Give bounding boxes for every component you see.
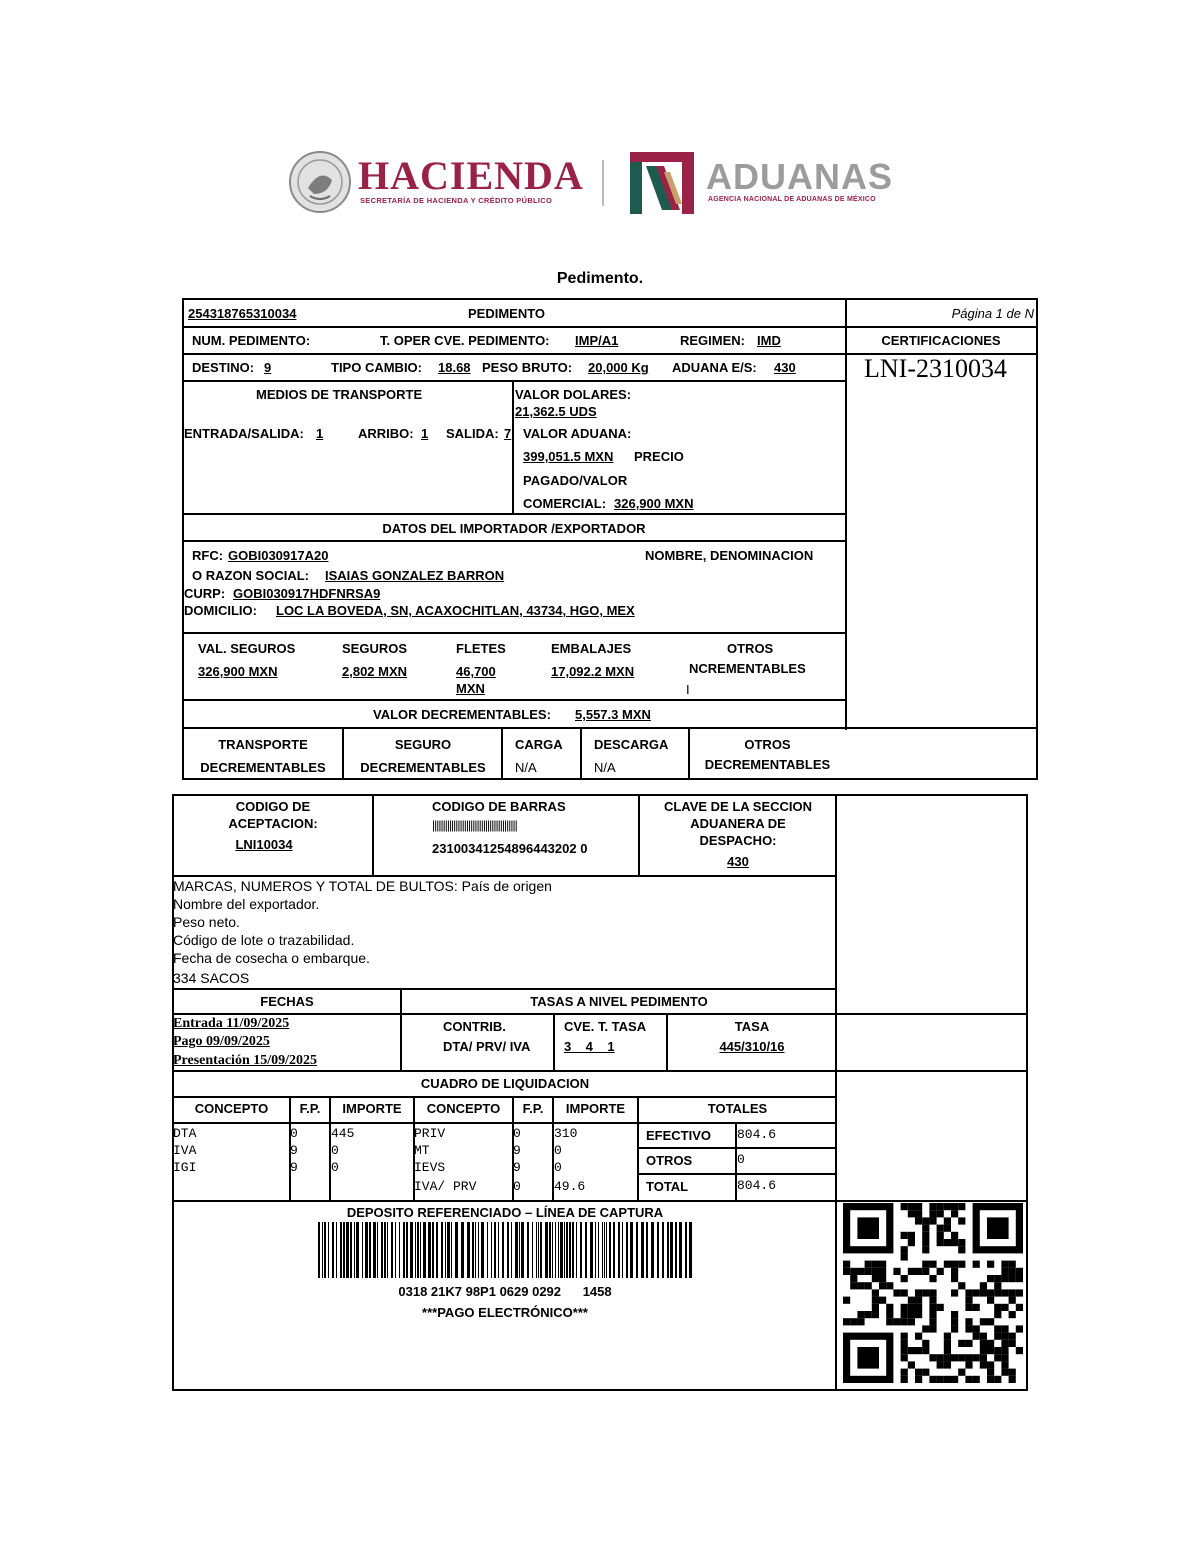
pago-electronico: ***PAGO ELECTRÓNICO*** [422,1305,588,1320]
coat-of-arms-icon [288,150,352,214]
peso-bruto-label: PESO BRUTO: [482,360,573,375]
arribo-label: ARRIBO: [358,426,414,441]
aduanas-title: ADUANAS [706,156,893,197]
codigo-aceptacion-label-1: CODIGO DE [235,799,311,814]
entrada-salida-label: ENTRADA/SALIDA: [184,426,304,441]
num-pedimento-label: NUM. PEDIMENTO: [192,333,311,348]
logo-divider [602,160,604,206]
domicilio-label: DOMICILIO: [184,603,257,618]
valor-decrementables-label: VALOR DECREMENTABLES: [373,707,551,722]
importe-mt: 0 [554,1143,562,1158]
efectivo-value: 804.6 [737,1127,777,1142]
liquidacion-title: CUADRO DE LIQUIDACION [420,1076,590,1091]
deposito-title: DEPOSITO REFERENCIADO – LÍNEA DE CAPTURA [346,1205,664,1220]
capture-line-barcode [318,1222,696,1278]
descarga-label: DESCARGA [594,737,669,752]
fecha-entrada: Entrada 11/09/2025 [173,1016,290,1031]
tasa-value: 445/310/16 [719,1039,785,1054]
header-totales: TOTALES [707,1101,768,1116]
razon-social-value: ISAIAS GONZALEZ BARRON [325,568,505,583]
codigo-barras-label: CODIGO DE BARRAS [432,799,566,814]
destino-value: 9 [264,360,272,375]
reference-number: 254318765310034 [188,306,297,321]
fp-mt: 9 [513,1143,521,1158]
regimen-label: REGIMEN: [680,333,745,348]
cve-tasa-value: 3 4 1 [564,1039,615,1054]
transporte-decrementables-2: DECREMENTABLES [200,760,326,775]
fletes-unit: MXN [456,681,485,696]
marcas-line-4: Código de lote o trazabilidad. [173,932,355,948]
hacienda-subtitle: SECRETARÍA DE HACIENDA Y CRÉDITO PÚBLICO [360,196,553,205]
seguros-label: SEGUROS [342,641,408,656]
header-importe-left: IMPORTE [342,1101,402,1116]
contrib-label: CONTRIB. [443,1019,506,1034]
tasa-label: TASA [734,1019,770,1034]
aduana-label: ADUANA E/S: [672,360,757,375]
header-fp-left: F.P. [299,1101,321,1116]
fp-ievs: 9 [513,1160,521,1175]
certification-code: LNI-2310034 [864,354,1007,383]
header-concepto-left: CONCEPTO [194,1101,269,1116]
total-label: TOTAL [646,1179,689,1194]
codigo-aceptacion-value: LNI10034 [235,837,293,852]
contrib-value: DTA/ PRV/ IVA [443,1039,531,1054]
comercial-value: 326,900 MXN [614,496,694,511]
descarga-value: N/A [594,760,616,775]
fp-iva-prv: 0 [513,1179,521,1194]
embalajes-label: EMBALAJES [551,641,632,656]
marcas-line-5: Fecha de cosecha o embarque. [173,950,370,966]
header-concepto-right: CONCEPTO [426,1101,501,1116]
comercial-label: COMERCIAL: [523,496,607,511]
capture-line-code: 0318 21K7 98P1 0629 0292 1458 [398,1284,612,1299]
embalajes-value: 17,092.2 MXN [551,664,635,679]
concepto-mt: MT [414,1143,430,1158]
precio-label: PRECIO [634,449,684,464]
concepto-ievs: IEVS [414,1160,446,1175]
aduanas-emblem-icon [630,152,694,214]
seguro-decrementables-1: SEGURO [394,737,452,752]
importe-dta: 445 [331,1126,355,1141]
curp-label: CURP: [184,586,226,601]
t-oper-value: IMP/A1 [575,333,619,348]
carga-label: CARGA [515,737,563,752]
entrada-salida-value: 1 [316,426,324,441]
t-oper-label: T. OPER CVE. PEDIMENTO: [380,333,550,348]
clave-seccion-label-1: CLAVE DE LA SECCION [663,799,813,814]
fecha-pago: Pago 09/09/2025 [173,1034,270,1049]
marcas-line-6: 334 SACOS [173,970,250,986]
valor-dolares-value: 21,362.5 UDS [515,404,597,419]
clave-seccion-value: 430 [727,854,749,869]
header-importe-right: IMPORTE [565,1101,626,1116]
hacienda-logo [288,150,898,215]
razon-social-label: O RAZON SOCIAL: [192,568,309,583]
valor-aduana-label: VALOR ADUANA: [523,426,632,441]
concepto-iva: IVA [173,1143,197,1158]
clave-seccion-label-3: DESPACHO: [699,833,777,848]
hacienda-title: HACIENDA [358,153,584,198]
otros-decrementables-1: OTROS [744,737,791,752]
concepto-iva-prv: IVA/ PRV [414,1179,477,1194]
marcas-line-2: Nombre del exportador. [173,896,320,912]
fp-dta: 0 [290,1126,298,1141]
qr-code-icon [843,1203,1023,1383]
val-seguros-label: VAL. SEGUROS [198,641,296,656]
importador-title: DATOS DEL IMPORTADOR /EXPORTADOR [382,521,646,536]
otros-decrementables-2: DECREMENTABLES [704,757,831,772]
fletes-value: 46,700 [456,664,496,679]
fechas-title: FECHAS [260,994,314,1009]
concepto-priv: PRIV [414,1126,446,1141]
certificaciones-label: CERTIFICACIONES [881,333,1001,348]
fecha-presentacion: Presentación 15/09/2025 [173,1053,318,1068]
nombre-label: NOMBRE, DENOMINACION [645,548,814,563]
tasas-title: TASAS A NIVEL PEDIMENTO [530,994,708,1009]
cve-tasa-label: CVE. T. TASA [564,1019,647,1034]
marcas-line-3: Peso neto. [173,914,240,930]
val-seguros-value: 326,900 MXN [198,664,278,679]
valor-decrementables-value: 5,557.3 MXN [575,707,651,722]
otros-incrementables-value: I [686,682,690,697]
rfc-value: GOBI030917A20 [228,548,329,563]
domicilio-value: LOC LA BOVEDA, SN, ACAXOCHITLAN, 43734, HGO, MEX [276,603,635,618]
fp-priv: 0 [513,1126,521,1141]
carga-value: N/A [515,760,537,775]
destino-label: DESTINO: [192,360,255,375]
importe-ievs: 0 [554,1160,562,1175]
tipo-cambio-label: TIPO CAMBIO: [331,360,422,375]
small-barcode-icon: |||||||||||||||||||||||||||||||||||||||| [432,818,517,832]
otros-value: 0 [737,1152,745,1167]
marcas-line-1: MARCAS, NUMEROS Y TOTAL DE BULTOS: País de origen [173,878,552,894]
codigo-aceptacion-label-2: ACEPTACION: [228,816,318,831]
fp-iva: 9 [290,1143,298,1158]
valor-dolares-label: VALOR DOLARES: [515,387,632,402]
fletes-label: FLETES [456,641,506,656]
pedimento-label: PEDIMENTO [468,306,546,321]
valor-aduana-value: 399,051.5 MXN [523,449,614,464]
header-fp-right: F.P. [522,1101,544,1116]
salida-value: 7 [504,426,512,441]
arribo-value: 1 [421,426,429,441]
curp-value: GOBI030917HDFNRSA9 [233,586,381,601]
regimen-value: IMD [757,333,781,348]
seguros-value: 2,802 MXN [342,664,408,679]
total-value: 804.6 [737,1178,777,1193]
fp-igi: 9 [290,1160,298,1175]
document-title: Pedimento. [556,270,644,287]
efectivo-label: EFECTIVO [646,1128,712,1143]
seguro-decrementables-2: DECREMENTABLES [360,760,486,775]
importe-igi: 0 [331,1160,339,1175]
otros-incrementables-label-2: NCREMENTABLES [689,661,806,676]
aduana-value: 430 [774,360,796,375]
importe-priv: 310 [554,1126,578,1141]
otros-incrementables-label-1: OTROS [727,641,774,656]
codigo-barras-value: 23100341254896443202 0 [432,841,588,856]
importe-iva-prv: 49.6 [554,1179,586,1194]
clave-seccion-label-2: ADUANERA DE [690,816,786,831]
concepto-igi: IGI [173,1160,197,1175]
salida-label: SALIDA: [446,426,499,441]
page-indicator: Página 1 de N [951,306,1034,321]
otros-label: OTROS [646,1153,693,1168]
rfc-label: RFC: [192,548,224,563]
concepto-dta: DTA [173,1126,197,1141]
tipo-cambio-value: 18.68 [438,360,471,375]
medios-transporte-title: MEDIOS DE TRANSPORTE [256,387,423,402]
peso-bruto-value: 20,000 Kg [588,360,649,375]
pagado-valor-label: PAGADO/VALOR [523,473,628,488]
aduanas-subtitle: AGENCIA NACIONAL DE ADUANAS DE MÉXICO [708,196,876,203]
transporte-decrementables-1: TRANSPORTE [218,737,308,752]
importe-iva: 0 [331,1143,339,1158]
